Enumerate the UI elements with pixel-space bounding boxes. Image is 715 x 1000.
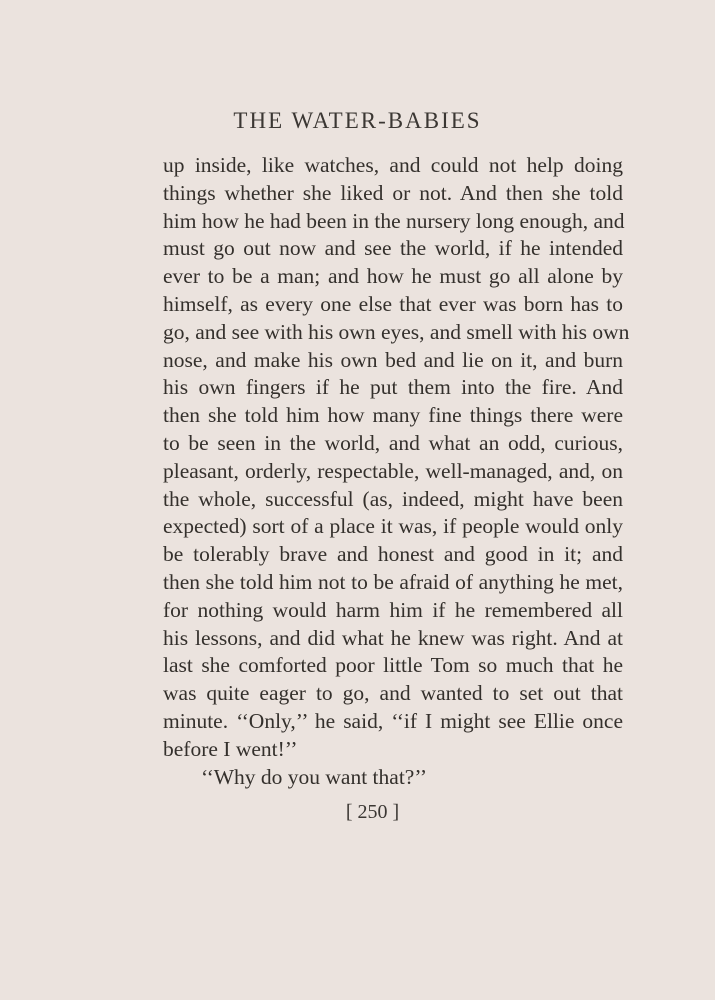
text-line: up inside, like watches, and could not help doing bbox=[163, 153, 623, 177]
text-line: before I went!’’ bbox=[163, 736, 298, 761]
text-line: then she told him how many fine things there were bbox=[163, 403, 623, 428]
text-line: things whether she liked or not. And then she told bbox=[163, 180, 623, 205]
text-line: ‘‘Why do you want that?’’ bbox=[201, 764, 428, 789]
text-line: go, and see with his own eyes, and smell with his own bbox=[163, 319, 630, 344]
text-line: expected) sort of a place it was, if people would only bbox=[163, 514, 623, 539]
text-line: ever to be a man; and how he must go all alone by bbox=[163, 264, 623, 289]
text-line: then she told him not to be afraid of anything he met, bbox=[163, 569, 623, 594]
text-line: himself, as every one else that ever was born has to bbox=[163, 291, 623, 316]
text-line: for nothing would harm him if he remembered all bbox=[163, 597, 623, 622]
text-line: must go out now and see the world, if he intended bbox=[163, 236, 623, 261]
running-head: THE WATER-BABIES bbox=[233, 108, 482, 133]
text-line: the whole, successful (as, indeed, might have been bbox=[163, 486, 623, 511]
text-line: his own fingers if he put them into the fire. And bbox=[163, 375, 623, 400]
text-line: nose, and make his own bed and lie on it, and burn bbox=[163, 347, 623, 372]
text-line: to be seen in the world, and what an odd, curious, bbox=[163, 430, 623, 455]
page-number: [ 250 ] bbox=[345, 801, 400, 823]
text-line: minute. ‘‘Only,’’ he said, ‘‘if I might see Ellie once bbox=[163, 708, 623, 733]
text-line: be tolerably brave and honest and good in it; and bbox=[163, 542, 623, 567]
text-line: him how he had been in the nursery long enough, and bbox=[163, 208, 625, 233]
text-line: pleasant, orderly, respectable, well-managed, and, on bbox=[163, 458, 623, 483]
body-text bbox=[163, 152, 630, 791]
text-line: his lessons, and did what he knew was right. And at bbox=[163, 625, 623, 650]
text-line: last she comforted poor little Tom so much that he bbox=[163, 653, 623, 678]
text-line: was quite eager to go, and wanted to set out that bbox=[163, 681, 623, 706]
